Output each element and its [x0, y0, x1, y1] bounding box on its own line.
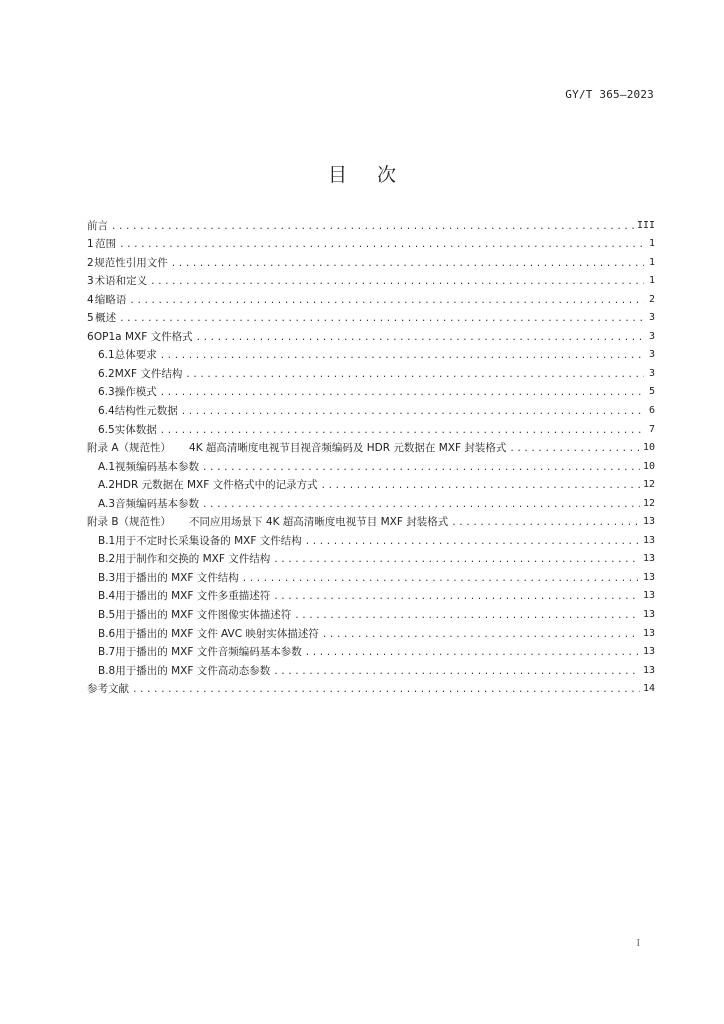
toc-entry-title: OP1a MXF 文件格式	[93, 330, 193, 343]
toc-entry-title: 用于播出的 MXF 文件高动态参数	[115, 664, 271, 677]
toc-entry-number: B.1	[98, 534, 116, 547]
toc-entry-number: 6.5	[98, 423, 115, 436]
toc-entry-number: A.3	[98, 497, 116, 510]
dot-leader	[321, 480, 640, 492]
toc-entry-page: 7	[648, 423, 655, 435]
toc-entry-page: 13	[642, 646, 655, 658]
toc-entry-title: MXF 文件结构	[114, 367, 183, 380]
toc-entry-page: 14	[642, 683, 655, 695]
toc-entry-title: 操作模式	[114, 386, 157, 399]
dot-leader	[273, 666, 640, 678]
toc-entry-page: 12	[642, 497, 655, 509]
toc-entry-number: 5	[87, 312, 94, 325]
toc-entry-page: 13	[642, 553, 655, 565]
dot-leader	[305, 647, 640, 659]
toc-entry[interactable]	[87, 233, 655, 252]
toc-entry-number: 3	[87, 275, 94, 288]
toc-entry-page: 1	[648, 256, 655, 268]
toc-entry[interactable]	[87, 418, 655, 437]
toc-entry-page: 1	[648, 238, 655, 250]
toc-entry-page: 3	[648, 367, 655, 379]
toc-entry[interactable]	[87, 548, 655, 567]
toc-entry-number: B.5	[98, 609, 116, 622]
standard-code: GY/T 365—2023	[565, 88, 654, 101]
toc-entry[interactable]	[87, 214, 655, 233]
dot-leader	[171, 258, 644, 270]
toc-entry-title: 用于播出的 MXF 文件结构	[115, 571, 239, 584]
toc-entry[interactable]	[87, 474, 655, 493]
toc-entry[interactable]	[87, 566, 655, 585]
toc-entry[interactable]	[87, 678, 655, 697]
toc-entry-page: 3	[648, 312, 655, 324]
toc-entry-title: 概述	[95, 312, 117, 325]
toc-entry-title: 术语和定义	[94, 275, 148, 288]
dot-leader	[242, 573, 640, 585]
dot-leader	[273, 591, 640, 603]
toc-entry-title: 参考文献	[87, 683, 129, 696]
toc-entry[interactable]	[87, 307, 655, 326]
toc-entry[interactable]	[87, 381, 655, 400]
toc-entry-page: III	[636, 219, 655, 231]
toc-entry-number: B.2	[98, 553, 116, 566]
dot-leader	[273, 554, 640, 566]
toc-entry-number: 6.2	[98, 367, 115, 380]
dot-leader	[160, 425, 644, 437]
toc-entry-page: 13	[642, 516, 655, 528]
toc-entry-number: 2	[87, 256, 94, 269]
toc-entry-title: 前言	[87, 219, 108, 232]
toc-entry-page: 3	[648, 330, 655, 342]
toc-entry[interactable]	[87, 603, 655, 622]
dot-leader	[451, 517, 640, 529]
toc-entry[interactable]	[87, 251, 655, 270]
toc-entry[interactable]	[87, 529, 655, 548]
dot-leader	[294, 610, 640, 622]
toc-entry[interactable]	[87, 659, 655, 678]
toc-entry[interactable]	[87, 455, 655, 474]
page-title: 目次	[327, 164, 426, 186]
toc-entry-title: 范围	[95, 238, 117, 251]
toc-entry-title: 总体要求	[114, 349, 157, 362]
toc-entry-page: 13	[642, 590, 655, 602]
toc-entry-page: 13	[642, 627, 655, 639]
dot-leader	[160, 387, 644, 399]
table-of-contents	[87, 214, 655, 696]
toc-entry-number: B.4	[98, 590, 116, 603]
dot-leader	[202, 499, 640, 511]
toc-entry-page: 13	[642, 571, 655, 583]
toc-entry-number: B.3	[98, 571, 116, 584]
dot-leader	[111, 221, 634, 233]
toc-entry-page: 1	[648, 275, 655, 287]
toc-entry-number: 4	[87, 293, 94, 306]
toc-entry-title: 用于不定时长采集设备的 MXF 文件结构	[115, 534, 302, 547]
dot-leader	[129, 295, 644, 307]
toc-entry-title: HDR 元数据在 MXF 文件格式中的记录方式	[115, 479, 318, 492]
toc-entry-page: 12	[642, 479, 655, 491]
toc-entry-number: B.8	[98, 664, 116, 677]
toc-entry-page: 2	[648, 293, 655, 305]
toc-entry[interactable]	[87, 288, 655, 307]
toc-entry-title: 4K 超高清晰度电视节目视音频编码及 HDR 元数据在 MXF 封装格式	[189, 442, 507, 455]
toc-entry-page: 13	[642, 534, 655, 546]
dot-leader	[181, 406, 644, 418]
toc-entry[interactable]	[87, 492, 655, 511]
toc-entry-number: 附录 A（规范性）	[87, 442, 172, 455]
toc-entry[interactable]	[87, 511, 655, 530]
toc-entry[interactable]	[87, 325, 655, 344]
toc-entry-number: A.1	[98, 460, 116, 473]
toc-entry-title: 不同应用场景下 4K 超高清晰度电视节目 MXF 封装格式	[189, 516, 449, 529]
toc-entry-number: 6.3	[98, 386, 115, 399]
dot-leader	[160, 350, 644, 362]
toc-entry-number: 附录 B（规范性）	[87, 516, 172, 529]
toc-entry-number: B.7	[98, 646, 116, 659]
toc-entry-title: 用于播出的 MXF 文件多重描述符	[115, 590, 271, 603]
toc-entry-number: 6	[87, 330, 94, 343]
toc-entry[interactable]	[87, 344, 655, 363]
toc-entry-title: 缩略语	[94, 293, 127, 306]
toc-entry-title: 用于播出的 MXF 文件音频编码基本参数	[115, 646, 302, 659]
toc-entry-page: 6	[648, 405, 655, 417]
toc-entry-title: 规范性引用文件	[94, 256, 168, 269]
toc-entry-number: 6.1	[98, 349, 115, 362]
toc-entry-page: 13	[642, 609, 655, 621]
toc-entry[interactable]	[87, 437, 655, 456]
toc-entry-number: 6.4	[98, 405, 115, 418]
toc-entry[interactable]	[87, 622, 655, 641]
toc-entry[interactable]	[87, 362, 655, 381]
dot-leader	[196, 332, 644, 344]
dot-leader	[150, 276, 644, 288]
toc-entry-page: 10	[642, 460, 655, 472]
toc-entry-title: 音频编码基本参数	[115, 497, 200, 510]
dot-leader	[119, 313, 644, 325]
toc-entry-title: 视频编码基本参数	[115, 460, 200, 473]
toc-entry[interactable]	[87, 399, 655, 418]
toc-entry-title: 实体数据	[114, 423, 157, 436]
dot-leader	[132, 684, 640, 696]
toc-entry-title: 结构性元数据	[114, 405, 178, 418]
toc-entry-page: 10	[642, 442, 655, 454]
toc-entry-page: 13	[642, 664, 655, 676]
toc-entry[interactable]	[87, 585, 655, 604]
dot-leader	[202, 462, 640, 474]
toc-entry-page: 3	[648, 349, 655, 361]
dot-leader	[119, 239, 644, 251]
dot-leader	[305, 536, 640, 548]
toc-entry-number: A.2	[98, 479, 116, 492]
dot-leader	[509, 443, 640, 455]
toc-entry-title: 用于制作和交换的 MXF 文件结构	[115, 553, 271, 566]
toc-entry-title: 用于播出的 MXF 文件图像实体描述符	[115, 609, 292, 622]
toc-entry-number: 1	[87, 238, 94, 251]
toc-entry-number: B.6	[98, 627, 116, 640]
toc-entry[interactable]	[87, 270, 655, 289]
toc-entry-page: 5	[648, 386, 655, 398]
page-number: I	[636, 938, 640, 949]
dot-leader	[322, 629, 640, 641]
dot-leader	[185, 369, 644, 381]
toc-entry[interactable]	[87, 641, 655, 660]
toc-entry-title: 用于播出的 MXF 文件 AVC 映射实体描述符	[115, 627, 319, 640]
